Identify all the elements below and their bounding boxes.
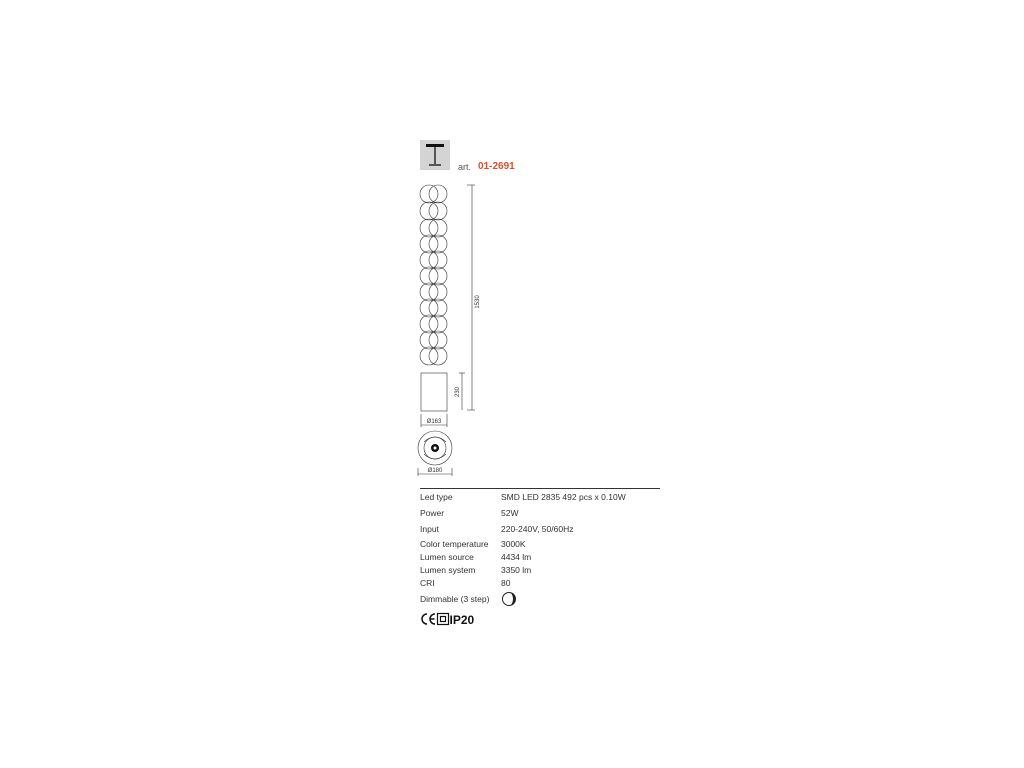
certifications <box>420 612 475 631</box>
spec-value: 3350 lm <box>501 565 532 575</box>
spec-value: SMD LED 2835 492 pcs x 0.10W <box>501 492 626 502</box>
spec-value: 52W <box>501 508 519 518</box>
ce-mark-icon <box>422 614 435 624</box>
spec-label: Color temperature <box>420 539 489 549</box>
base-cylinder <box>421 373 447 411</box>
ip-rating: IP20 <box>449 613 475 626</box>
spec-label: Input <box>420 524 439 534</box>
technical-drawing <box>405 180 495 480</box>
dim-total-height: 1530 <box>475 295 481 309</box>
dimmable-icon <box>501 591 517 607</box>
article-label: art. <box>458 162 472 172</box>
spec-label: Led type <box>420 492 453 502</box>
specs-divider <box>420 488 660 489</box>
spec-label: Lumen source <box>420 552 474 562</box>
spec-label: Dimmable (3 step) <box>420 594 490 604</box>
spec-value: 4434 lm <box>501 552 532 562</box>
dim-base-diameter: Ø163 <box>426 419 442 425</box>
spec-label: Lumen system <box>420 565 476 575</box>
spec-value: 80 <box>501 578 511 588</box>
spec-label: Power <box>420 508 445 518</box>
dim-top-diameter: Ø180 <box>427 468 443 474</box>
class-ii-icon <box>438 614 449 625</box>
pendant-lamp-icon <box>420 140 450 170</box>
article-number: 01-2691 <box>478 161 515 172</box>
globe-element <box>420 185 447 365</box>
spec-value: 3000K <box>501 539 526 549</box>
spec-label: CRI <box>420 578 435 588</box>
spec-value: 220-240V, 50/60Hz <box>501 524 574 534</box>
dim-base-height: 230 <box>455 386 461 398</box>
